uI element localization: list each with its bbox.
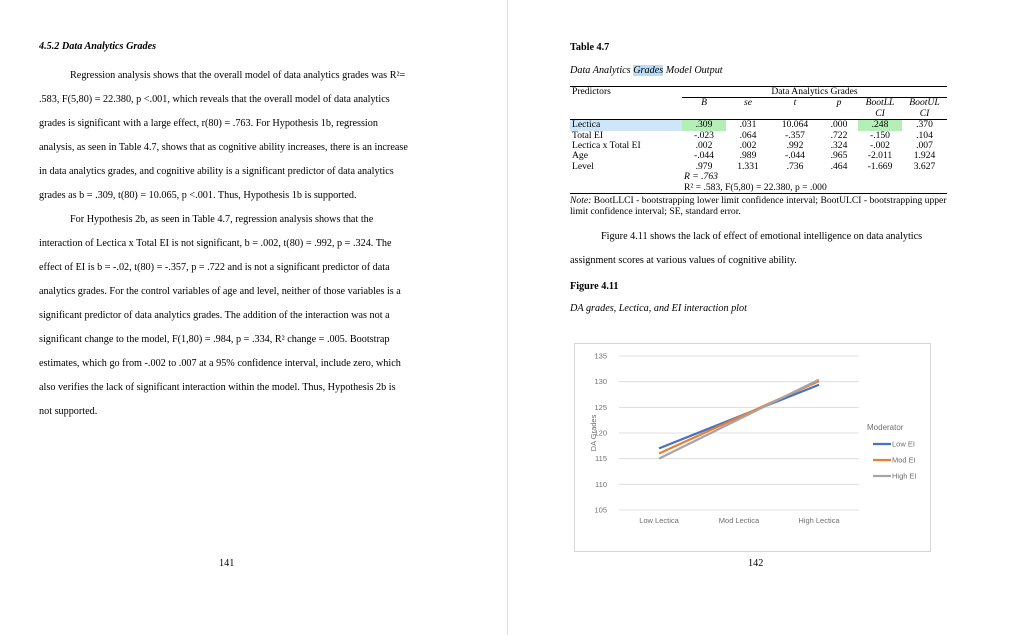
cell-b: -.044 (694, 150, 714, 162)
model-r2: R² = .583, F(5,80) = 22.380, p = .000 (682, 183, 947, 194)
cell-ul: 3.627 (913, 160, 936, 172)
legend-entry: Mod EI (892, 455, 916, 465)
cell-se: .064 (739, 129, 757, 141)
cell-p: .000 (830, 119, 848, 131)
paragraph-1: Regression analysis shows that the overall model of data analytics grades was R²= .583, F(5,80) = 22.380, p <.001, which reveals that the overall model of data analytics grades is significant with a large effect, r(80) = .763. For Hypothesis 1b, regression analysis, as seen in Table 4.7, shows that as cognitive ability increases, there is an increase in data analytics grades, and cognitive ability is a significant predictor of data analytics grades as b = .309, t(80) = 10.065, p <.001. Thus, Hypothesis 1b is supported. (39, 70, 408, 201)
figure-intro-paragraph: Figure 4.11 shows the lack of effect of emotional intelligence on data analytics assignment scores at various values of cognitive ability. (570, 231, 923, 267)
x-tick-label: Low Lectica (639, 516, 679, 525)
y-tick-label: 105 (594, 505, 607, 515)
left-page-body (39, 41, 410, 424)
table-title-part-1: Data Analytics (570, 65, 634, 76)
page-141 (0, 0, 508, 635)
table-title-part-2: Model Output (663, 65, 723, 76)
cell-ul: .007 (916, 140, 933, 152)
row-name: Total EI (572, 129, 604, 141)
cell-ul: .104 (916, 129, 933, 141)
predictors-header: Predictors (570, 87, 682, 98)
table-row (570, 162, 947, 172)
cell-t: .992 (786, 140, 804, 152)
table-row (570, 120, 947, 131)
highlighted-word[interactable]: Grades (633, 65, 664, 76)
col-header-p: p (836, 97, 842, 109)
col-header-ul-ci: CI (902, 109, 947, 120)
cell-b: .309 (682, 120, 726, 131)
y-tick-label: 115 (595, 454, 607, 464)
row-name: Lectica (570, 120, 682, 131)
y-tick-label: 135 (594, 351, 607, 361)
row-name: Lectica x Total EI (572, 140, 641, 152)
row-name: Age (572, 150, 588, 162)
cell-ul: .370 (916, 119, 933, 131)
legend-entry: Low EI (892, 439, 915, 449)
cell-p: .324 (830, 140, 848, 152)
cell-p: .722 (830, 129, 848, 141)
cell-se: .002 (739, 140, 757, 152)
col-header-ll-ci: CI (858, 109, 902, 120)
cell-ll: -.002 (870, 140, 890, 152)
y-tick-label: 125 (594, 402, 607, 412)
cell-se: 1.331 (737, 160, 759, 172)
cell-b: .002 (695, 140, 713, 152)
row-name: Level (572, 160, 594, 172)
y-axis-label: DA Grades (589, 414, 598, 452)
cell-t: 10.064 (781, 119, 809, 131)
cell-ll: .248 (858, 120, 902, 131)
figure-label: Figure 4.11 (570, 281, 619, 293)
cell-p: .965 (830, 150, 848, 162)
cell-ll: -2.011 (867, 150, 893, 162)
table-title (570, 65, 954, 76)
series-line (659, 380, 819, 459)
cell-se: .031 (739, 119, 757, 131)
table-label: Table 4.7 (570, 42, 610, 53)
y-tick-label: 120 (594, 428, 607, 438)
page-number-right: 142 (748, 558, 764, 569)
y-tick-label: 130 (594, 377, 607, 387)
cell-p: .464 (830, 160, 848, 172)
cell-b: -.023 (694, 129, 714, 141)
group-header: Data Analytics Grades (682, 87, 947, 98)
page-number-left: 141 (219, 558, 235, 569)
cell-ll: -.150 (870, 129, 890, 141)
note-label: Note: (570, 195, 592, 207)
cell-ll: -1.669 (867, 160, 893, 172)
y-tick-label: 110 (595, 479, 607, 489)
legend-title: Moderator (867, 423, 904, 432)
figure-title: DA grades, Lectica, and EI interaction plot (570, 303, 747, 315)
cell-t: .736 (786, 160, 804, 172)
col-header-t: t (793, 97, 797, 109)
cell-se: .989 (739, 150, 757, 162)
col-header-b: B (701, 97, 707, 109)
cell-b: .979 (695, 160, 713, 172)
table-note (570, 195, 954, 217)
interaction-plot (574, 343, 931, 552)
col-header-se: se (744, 97, 752, 109)
legend-entry: High EI (892, 471, 917, 481)
interaction-plot-svg (575, 344, 930, 551)
x-tick-label: Mod Lectica (718, 516, 760, 525)
regression-table (570, 86, 947, 194)
x-tick-label: High Lectica (798, 516, 840, 525)
right-page-body (570, 42, 954, 314)
model-r: R = .763 (684, 171, 718, 183)
cell-ul: 1.924 (913, 150, 936, 162)
cell-t: -.044 (785, 150, 805, 162)
cell-t: -.357 (785, 129, 805, 141)
note-text: BootLLCI - bootstrapping lower limit confidence interval; BootULCI - bootstrapping upper limit confidence interval; SE, standard error. (570, 195, 947, 218)
paragraph-2: For Hypothesis 2b, as seen in Table 4.7, regression analysis shows that the interaction of Lectica x Total EI is not significant, b = .002, t(80) = .992, p = .324. The effect of EI is b = -.02, t(80) = -.357, p = .722 and is not a significant predictor of data analytics grades. For the control variables of age and level, neither of those variables is a significant predictor of data analytics grades. The addition of the interaction was not a significant change to the model, F(1,80) = .984, p = .334, R² change = .005. Bootstrap estimates, which go from -.002 to .007 at a 95% confidence interval, include zero, which also verifies the lack of significant interaction within the model. Thus, Hypothesis 2b is not supported. (39, 214, 401, 417)
col-header-bootul: BootUL (909, 97, 940, 109)
col-header-bootll: BootLL (865, 97, 895, 109)
section-title: 4.5.2 Data Analytics Grades (39, 41, 157, 52)
